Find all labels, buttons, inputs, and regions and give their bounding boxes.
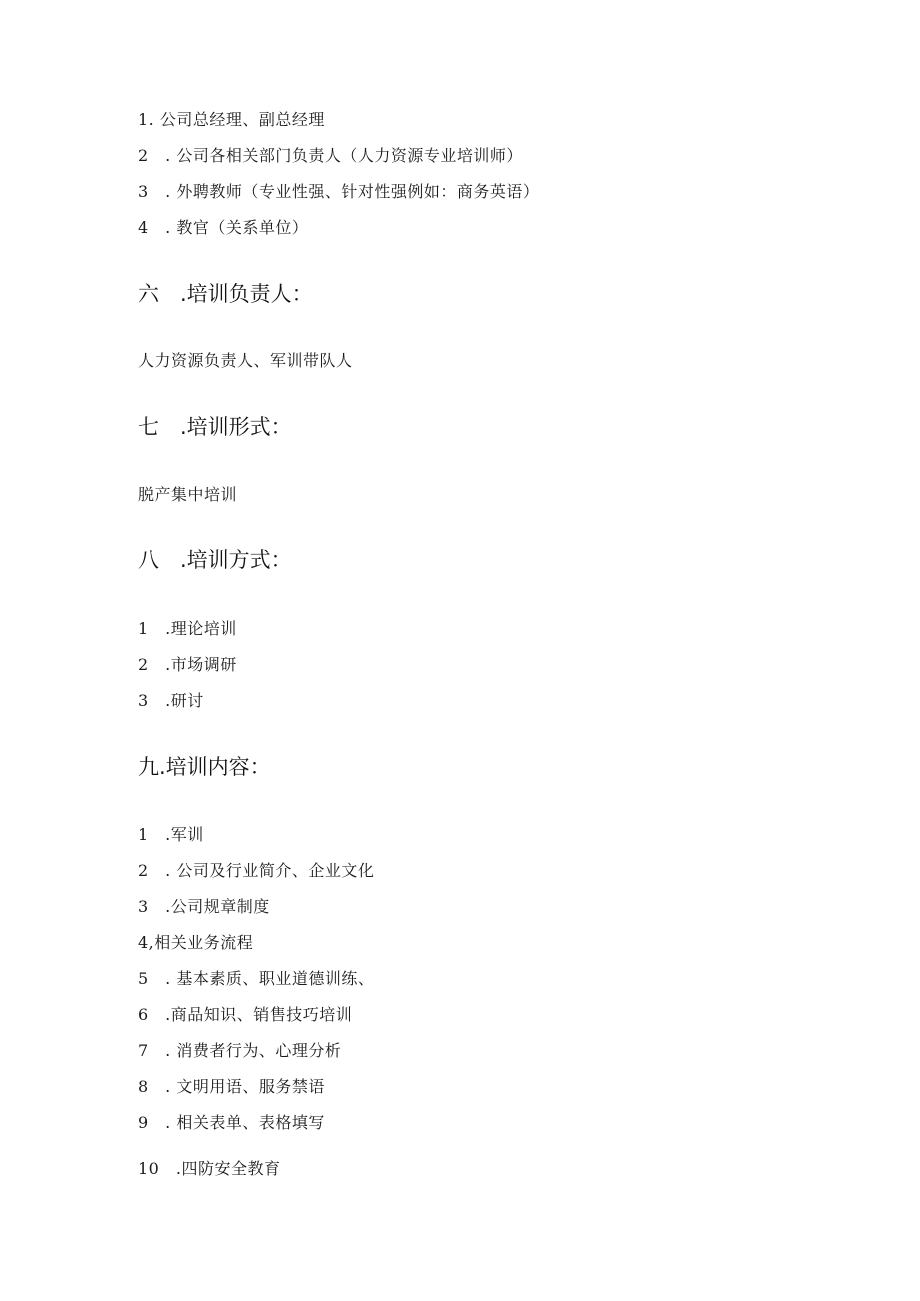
trainer-item: 2 . 公司各相关部门负责人（人力资源专业培训师） [138, 146, 523, 165]
content-item: 2 . 公司及行业简介、企业文化 [138, 861, 375, 880]
trainer-item: 3 . 外聘教师（专业性强、针对性强例如：商务英语） [138, 182, 540, 201]
content-item: 5 . 基本素质、职业道德训练、 [138, 969, 375, 988]
content-item: 6 .商品知识、销售技巧培训 [138, 1005, 353, 1024]
content-item: 10 .四防安全教育 [138, 1159, 281, 1178]
training-owner-text: 人力资源负责人、军训带队人 [138, 351, 353, 370]
content-item: 3 .公司规章制度 [138, 897, 270, 916]
trainer-item: 1. 公司总经理、副总经理 [138, 110, 325, 129]
method-item: 1 .理论培训 [138, 619, 237, 638]
content-item: 7 . 消费者行为、心理分析 [138, 1041, 342, 1060]
section-heading-training-method: 八 .培训方式： [138, 548, 292, 572]
section-heading-training-content: 九.培训内容： [138, 755, 271, 779]
section-heading-training-owner: 六 .培训负责人： [138, 282, 313, 306]
method-item: 3 .研讨 [138, 691, 204, 710]
method-item: 2 .市场调研 [138, 655, 237, 674]
trainer-item: 4 . 教官（关系单位） [138, 218, 309, 237]
training-form-text: 脱产集中培训 [138, 485, 238, 504]
content-item: 9 . 相关表单、表格填写 [138, 1113, 325, 1132]
content-item: 1 .军训 [138, 825, 204, 844]
content-item: 8 . 文明用语、服务禁语 [138, 1077, 325, 1096]
section-heading-training-form: 七 .培训形式： [138, 415, 292, 439]
content-item: 4,相关业务流程 [138, 933, 254, 952]
